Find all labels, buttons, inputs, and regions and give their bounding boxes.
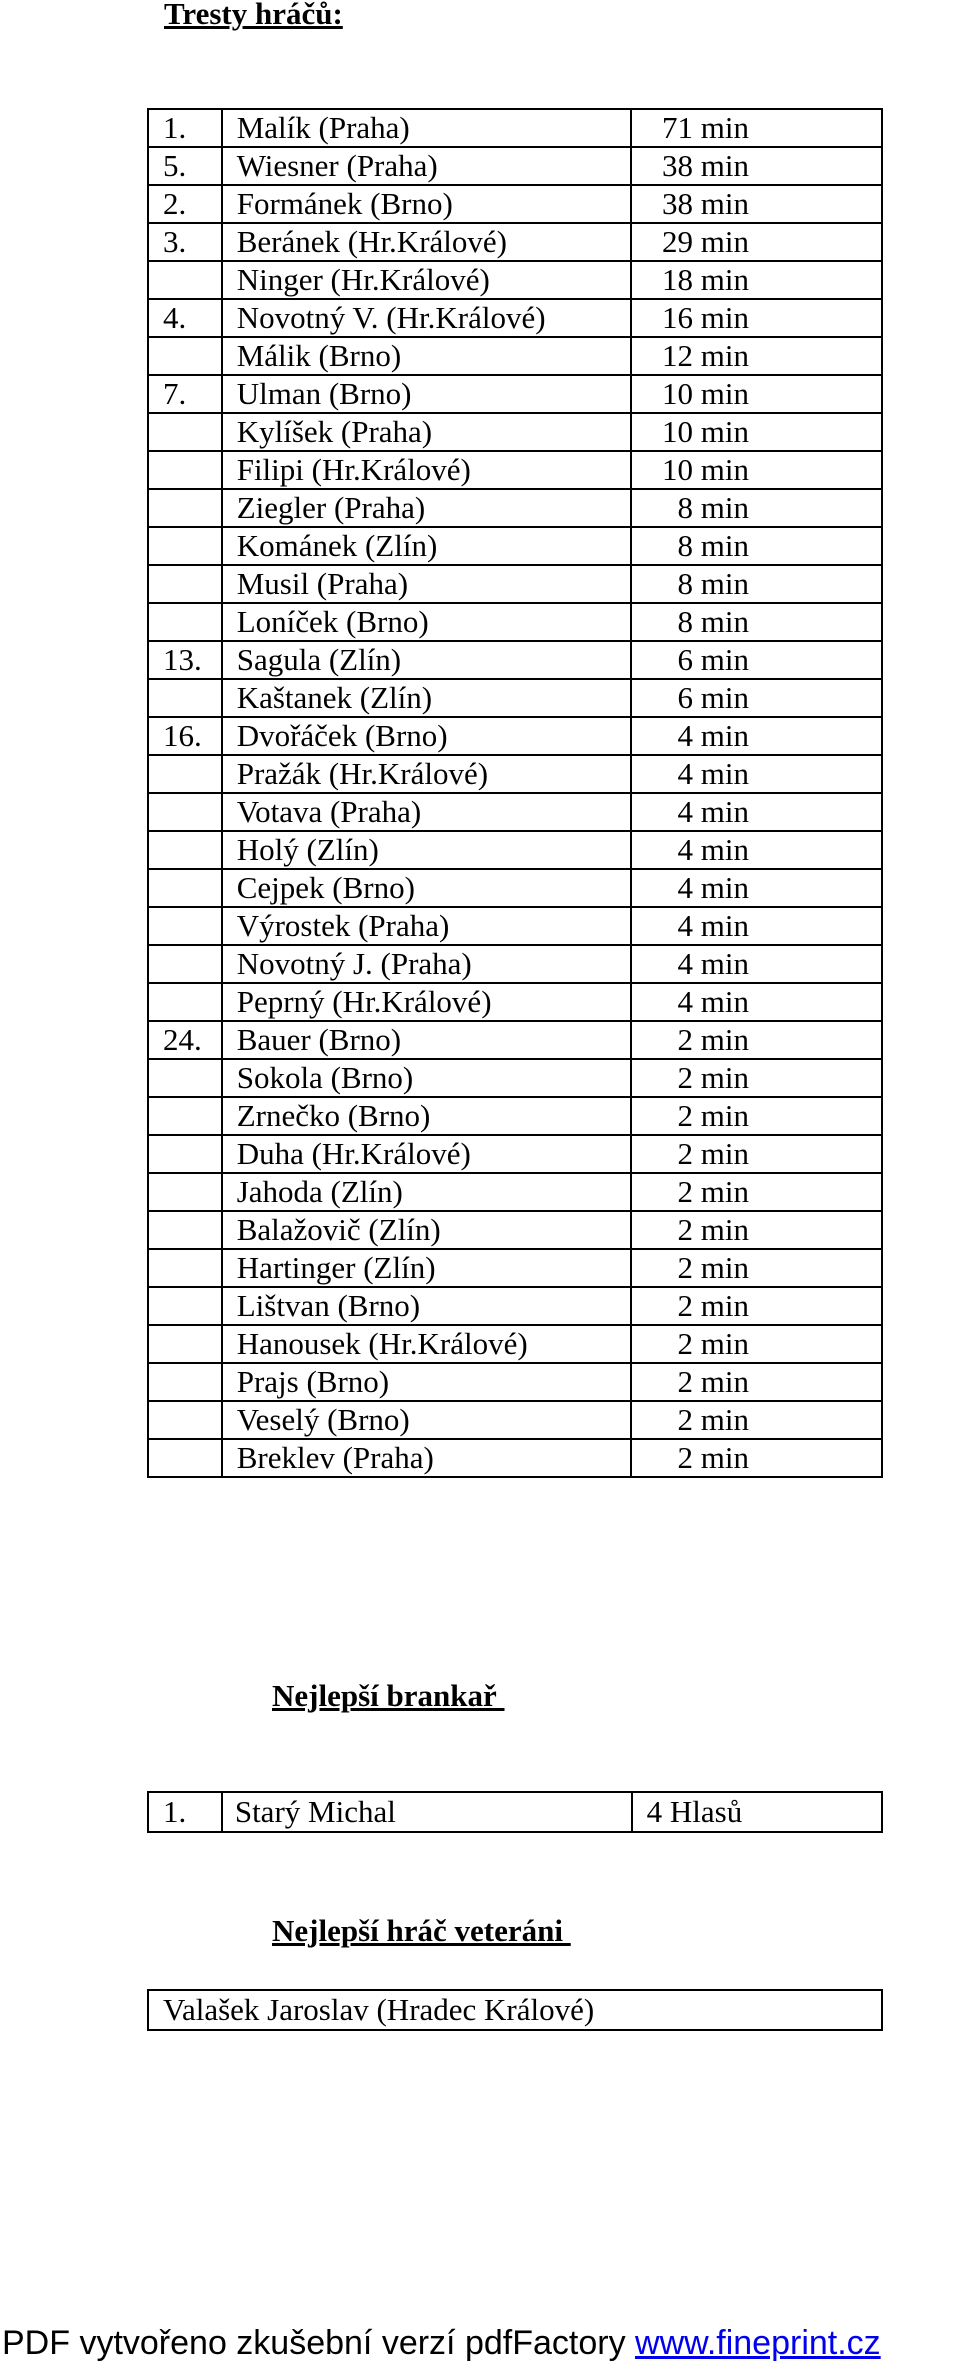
table-row	[148, 1990, 882, 2030]
penalty-time-cell: 2 min	[631, 1097, 882, 1135]
penalty-time-cell: 8 min	[631, 489, 882, 527]
penalty-player-cell: Hanousek (Hr.Králové)	[222, 1325, 632, 1363]
penalty-player-cell: Lištvan (Brno)	[222, 1287, 632, 1325]
table-row	[148, 717, 882, 755]
table-row	[148, 1135, 882, 1173]
pdf-footer	[2, 2324, 881, 2363]
penalty-player-cell: Sokola (Brno)	[222, 1059, 632, 1097]
table-row	[148, 1211, 882, 1249]
penalty-player-cell: Dvořáček (Brno)	[222, 717, 632, 755]
penalty-player-cell: Bauer (Brno)	[222, 1021, 632, 1059]
penalty-time-cell: 4 min	[631, 755, 882, 793]
penalties-table	[147, 108, 883, 1478]
penalty-rank-cell: 24.	[148, 1021, 222, 1059]
penalty-rank-cell	[148, 679, 222, 717]
table-row	[148, 869, 882, 907]
penalty-rank-cell: 4.	[148, 299, 222, 337]
penalty-time-cell: 4 min	[631, 907, 882, 945]
penalty-rank-cell	[148, 1363, 222, 1401]
penalty-time-cell: 6 min	[631, 679, 882, 717]
table-row	[148, 1097, 882, 1135]
table-row	[148, 755, 882, 793]
penalty-rank-cell	[148, 1097, 222, 1135]
penalty-rank-cell	[148, 907, 222, 945]
table-row	[148, 451, 882, 489]
footer-text: PDF vytvořeno zkušební verzí pdfFactory	[2, 2324, 636, 2362]
penalty-player-cell: Kaštanek (Zlín)	[222, 679, 632, 717]
penalty-time-cell: 8 min	[631, 527, 882, 565]
penalty-rank-cell: 7.	[148, 375, 222, 413]
penalty-player-cell: Votava (Praha)	[222, 793, 632, 831]
penalty-player-cell: Veselý (Brno)	[222, 1401, 632, 1439]
penalty-player-cell: Novotný J. (Praha)	[222, 945, 632, 983]
table-row	[148, 1287, 882, 1325]
penalty-rank-cell	[148, 1249, 222, 1287]
table-row	[148, 261, 882, 299]
penalty-player-cell: Wiesner (Praha)	[222, 147, 632, 185]
penalty-time-cell: 2 min	[631, 1439, 882, 1477]
penalty-rank-cell	[148, 261, 222, 299]
goalie-rank: 1.	[148, 1792, 222, 1832]
penalty-player-cell: Beránek (Hr.Králové)	[222, 223, 632, 261]
table-row	[148, 907, 882, 945]
penalty-rank-cell	[148, 1287, 222, 1325]
penalty-player-cell: Ulman (Brno)	[222, 375, 632, 413]
goalie-votes: 4 Hlasů	[632, 1792, 882, 1832]
table-row	[148, 831, 882, 869]
penalty-rank-cell	[148, 413, 222, 451]
penalty-rank-cell: 13.	[148, 641, 222, 679]
penalty-player-cell: Kománek (Zlín)	[222, 527, 632, 565]
penalty-rank-cell	[148, 1135, 222, 1173]
penalty-time-cell: 2 min	[631, 1173, 882, 1211]
footer-link[interactable]: www.fineprint.cz	[635, 2324, 881, 2362]
penalty-rank-cell	[148, 1401, 222, 1439]
penalty-rank-cell	[148, 983, 222, 1021]
penalty-player-cell: Loníček (Brno)	[222, 603, 632, 641]
penalty-rank-cell: 16.	[148, 717, 222, 755]
penalty-rank-cell: 2.	[148, 185, 222, 223]
penalty-time-cell: 71 min	[631, 109, 882, 147]
penalty-rank-cell	[148, 1325, 222, 1363]
penalty-time-cell: 2 min	[631, 1059, 882, 1097]
penalty-rank-cell	[148, 793, 222, 831]
penalty-time-cell: 4 min	[631, 793, 882, 831]
penalty-time-cell: 2 min	[631, 1325, 882, 1363]
penalty-rank-cell	[148, 945, 222, 983]
penalty-rank-cell	[148, 1439, 222, 1477]
veteran-name: Valašek Jaroslav (Hradec Králové)	[148, 1990, 882, 2030]
penalty-rank-cell	[148, 527, 222, 565]
table-row	[148, 337, 882, 375]
penalty-player-cell: Cejpek (Brno)	[222, 869, 632, 907]
penalty-rank-cell	[148, 755, 222, 793]
penalty-rank-cell	[148, 869, 222, 907]
table-row	[148, 1021, 882, 1059]
penalties-table-body	[148, 109, 882, 1477]
penalty-rank-cell	[148, 489, 222, 527]
penalty-rank-cell	[148, 1059, 222, 1097]
penalty-rank-cell	[148, 831, 222, 869]
penalty-time-cell: 2 min	[631, 1401, 882, 1439]
penalty-player-cell: Holý (Zlín)	[222, 831, 632, 869]
penalty-time-cell: 4 min	[631, 869, 882, 907]
table-row	[148, 299, 882, 337]
table-row	[148, 1792, 882, 1832]
table-row	[148, 983, 882, 1021]
table-row	[148, 1325, 882, 1363]
penalty-player-cell: Breklev (Praha)	[222, 1439, 632, 1477]
goalie-name: Starý Michal	[222, 1792, 632, 1832]
table-row	[148, 641, 882, 679]
table-row	[148, 109, 882, 147]
penalty-time-cell: 2 min	[631, 1287, 882, 1325]
table-row	[148, 1249, 882, 1287]
table-row	[148, 1363, 882, 1401]
penalty-time-cell: 6 min	[631, 641, 882, 679]
penalty-player-cell: Zrnečko (Brno)	[222, 1097, 632, 1135]
penalty-player-cell: Jahoda (Zlín)	[222, 1173, 632, 1211]
penalty-time-cell: 2 min	[631, 1211, 882, 1249]
penalty-time-cell: 16 min	[631, 299, 882, 337]
penalty-rank-cell	[148, 1173, 222, 1211]
table-row	[148, 527, 882, 565]
penalty-player-cell: Musil (Praha)	[222, 565, 632, 603]
penalty-player-cell: Ziegler (Praha)	[222, 489, 632, 527]
penalty-player-cell: Peprný (Hr.Králové)	[222, 983, 632, 1021]
penalty-player-cell: Výrostek (Praha)	[222, 907, 632, 945]
penalty-rank-cell: 3.	[148, 223, 222, 261]
penalty-rank-cell	[148, 603, 222, 641]
penalty-time-cell: 10 min	[631, 375, 882, 413]
penalty-player-cell: Malík (Praha)	[222, 109, 632, 147]
table-row	[148, 375, 882, 413]
best-veteran-heading: Nejlepší hráč veteráni	[272, 1913, 571, 1948]
table-row	[148, 413, 882, 451]
penalty-player-cell: Novotný V. (Hr.Králové)	[222, 299, 632, 337]
penalty-rank-cell	[148, 451, 222, 489]
table-row	[148, 679, 882, 717]
penalty-time-cell: 38 min	[631, 147, 882, 185]
penalty-time-cell: 2 min	[631, 1021, 882, 1059]
penalty-time-cell: 8 min	[631, 565, 882, 603]
table-row	[148, 1401, 882, 1439]
penalty-time-cell: 4 min	[631, 831, 882, 869]
table-row	[148, 945, 882, 983]
penalty-time-cell: 10 min	[631, 451, 882, 489]
table-row	[148, 565, 882, 603]
penalty-time-cell: 2 min	[631, 1249, 882, 1287]
table-row	[148, 1059, 882, 1097]
penalty-player-cell: Prajs (Brno)	[222, 1363, 632, 1401]
penalty-time-cell: 12 min	[631, 337, 882, 375]
table-row	[148, 1439, 882, 1477]
penalty-player-cell: Duha (Hr.Králové)	[222, 1135, 632, 1173]
penalty-time-cell: 8 min	[631, 603, 882, 641]
penalty-player-cell: Formánek (Brno)	[222, 185, 632, 223]
table-row	[148, 489, 882, 527]
penalty-time-cell: 2 min	[631, 1135, 882, 1173]
penalties-heading: Tresty hráčů:	[164, 0, 343, 31]
penalty-rank-cell: 1.	[148, 109, 222, 147]
table-row	[148, 185, 882, 223]
penalty-time-cell: 18 min	[631, 261, 882, 299]
table-row	[148, 603, 882, 641]
penalty-player-cell: Kylíšek (Praha)	[222, 413, 632, 451]
best-veteran-table	[147, 1989, 883, 2031]
penalty-time-cell: 29 min	[631, 223, 882, 261]
table-row	[148, 147, 882, 185]
penalty-player-cell: Sagula (Zlín)	[222, 641, 632, 679]
penalty-time-cell: 4 min	[631, 983, 882, 1021]
penalty-time-cell: 4 min	[631, 945, 882, 983]
penalty-time-cell: 38 min	[631, 185, 882, 223]
table-row	[148, 1173, 882, 1211]
penalty-time-cell: 2 min	[631, 1363, 882, 1401]
penalty-time-cell: 4 min	[631, 717, 882, 755]
penalty-rank-cell: 5.	[148, 147, 222, 185]
penalty-player-cell: Hartinger (Zlín)	[222, 1249, 632, 1287]
penalty-player-cell: Filipi (Hr.Králové)	[222, 451, 632, 489]
penalty-player-cell: Málik (Brno)	[222, 337, 632, 375]
best-goalie-table	[147, 1791, 883, 1833]
penalty-player-cell: Balažovič (Zlín)	[222, 1211, 632, 1249]
penalty-rank-cell	[148, 565, 222, 603]
penalty-player-cell: Pražák (Hr.Králové)	[222, 755, 632, 793]
penalty-time-cell: 10 min	[631, 413, 882, 451]
penalty-rank-cell	[148, 337, 222, 375]
penalty-player-cell: Ninger (Hr.Králové)	[222, 261, 632, 299]
table-row	[148, 223, 882, 261]
penalty-rank-cell	[148, 1211, 222, 1249]
best-goalie-heading: Nejlepší brankař	[272, 1678, 505, 1713]
table-row	[148, 793, 882, 831]
